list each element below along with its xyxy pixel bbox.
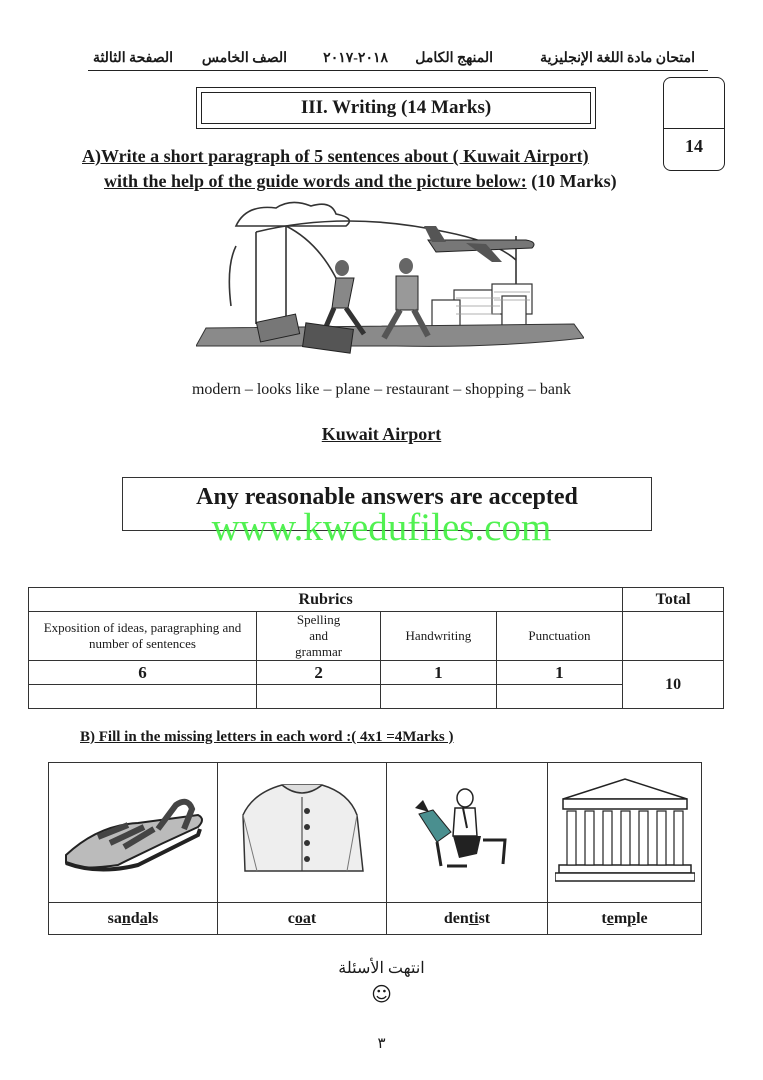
mark-spelling: 2 [256,661,380,685]
header-year: ٢٠١٨-٢٠١٧ [323,51,388,66]
part-a-line2-text: with the help of the guide words and the picture below: [104,171,527,191]
section-title-box [196,87,596,129]
word-dentist [387,903,548,935]
dentist-icon [407,780,527,880]
picture-cell [49,763,218,903]
blank-cell [29,685,257,709]
word-coat [218,903,387,935]
page-number: ٣ [377,1036,386,1052]
smiley-icon: ☺ [371,982,392,1006]
word-part: sa [107,909,122,927]
section-title: III. Writing (14 Marks) [201,92,591,124]
rubric-spelling-line: and [309,628,328,643]
mark-handwriting: 1 [381,661,496,685]
mark-exposition: 6 [29,661,257,685]
missing-letter: p [627,909,637,927]
header-curriculum: المنهج الكامل [415,51,493,66]
header-exam-title: امتحان مادة اللغة الإنجليزية [540,51,695,66]
rubric-spelling-line: Spelling [296,612,341,627]
rubrics-table [28,587,724,709]
rubric-handwriting: Handwriting [381,612,496,661]
picture-cell [387,763,548,903]
marks-total: 14 [685,136,703,156]
marks-divider [664,128,724,129]
total-blank [623,612,724,661]
picture-words-table [48,762,702,935]
word-part: c [287,909,295,927]
coat-icon [237,775,367,885]
part-a-instruction-line2 [104,171,617,192]
rubric-spelling-line: grammar [295,644,343,659]
part-b-title: B) Fill in the missing letters in each word :( 4x1 =4Marks ) [80,729,454,745]
guide-words: modern – looks like – plane – restaurant – shopping – bank [191,381,572,398]
total-header: Total [623,588,724,612]
header-rule [88,70,708,71]
picture-cell [218,763,387,903]
rubric-spelling [256,612,380,661]
missing-letter: a [139,909,148,927]
word-part: d [130,909,140,927]
rubric-punctuation: Punctuation [496,612,623,661]
end-of-questions: انتهت الأسئلة [338,960,425,977]
word-part: t [310,909,317,927]
header-grade: الصف الخامس [201,51,287,66]
missing-letter: ti [468,909,479,927]
part-a-instruction-line1: A)Write a short paragraph of 5 sentences about ( Kuwait Airport) [82,146,589,166]
picture-cell [548,763,702,903]
word-temple [548,903,702,935]
answer-note: Any reasonable answers are accepted [196,484,578,510]
rubric-exposition: Exposition of ideas, paragraphing and number of sentences [29,612,257,661]
missing-letter: n [121,909,131,927]
airport-illustration [196,196,584,366]
header-page-label: الصفحة الثالثة [92,51,173,66]
paragraph-title: Kuwait Airport [321,424,442,444]
sandals-icon [58,785,208,875]
word-part: den [443,909,469,927]
blank-cell [496,685,623,709]
part-a-line2-marks: (10 Marks) [531,171,617,191]
word-part: st [478,909,491,927]
missing-letter: oa [294,909,311,927]
temple-icon [555,775,695,885]
blank-cell [256,685,380,709]
missing-letter: e [606,909,614,927]
word-sandals [49,903,218,935]
word-part: ls [147,909,159,927]
word-part: m [613,909,628,927]
total-value: 10 [623,661,724,709]
mark-punctuation: 1 [496,661,623,685]
watermark: www.kwedufiles.com [211,506,552,549]
word-part: le [636,909,648,927]
blank-cell [381,685,496,709]
marks-box [663,77,725,171]
rubrics-title: Rubrics [29,588,623,612]
word-part: t [601,909,607,927]
